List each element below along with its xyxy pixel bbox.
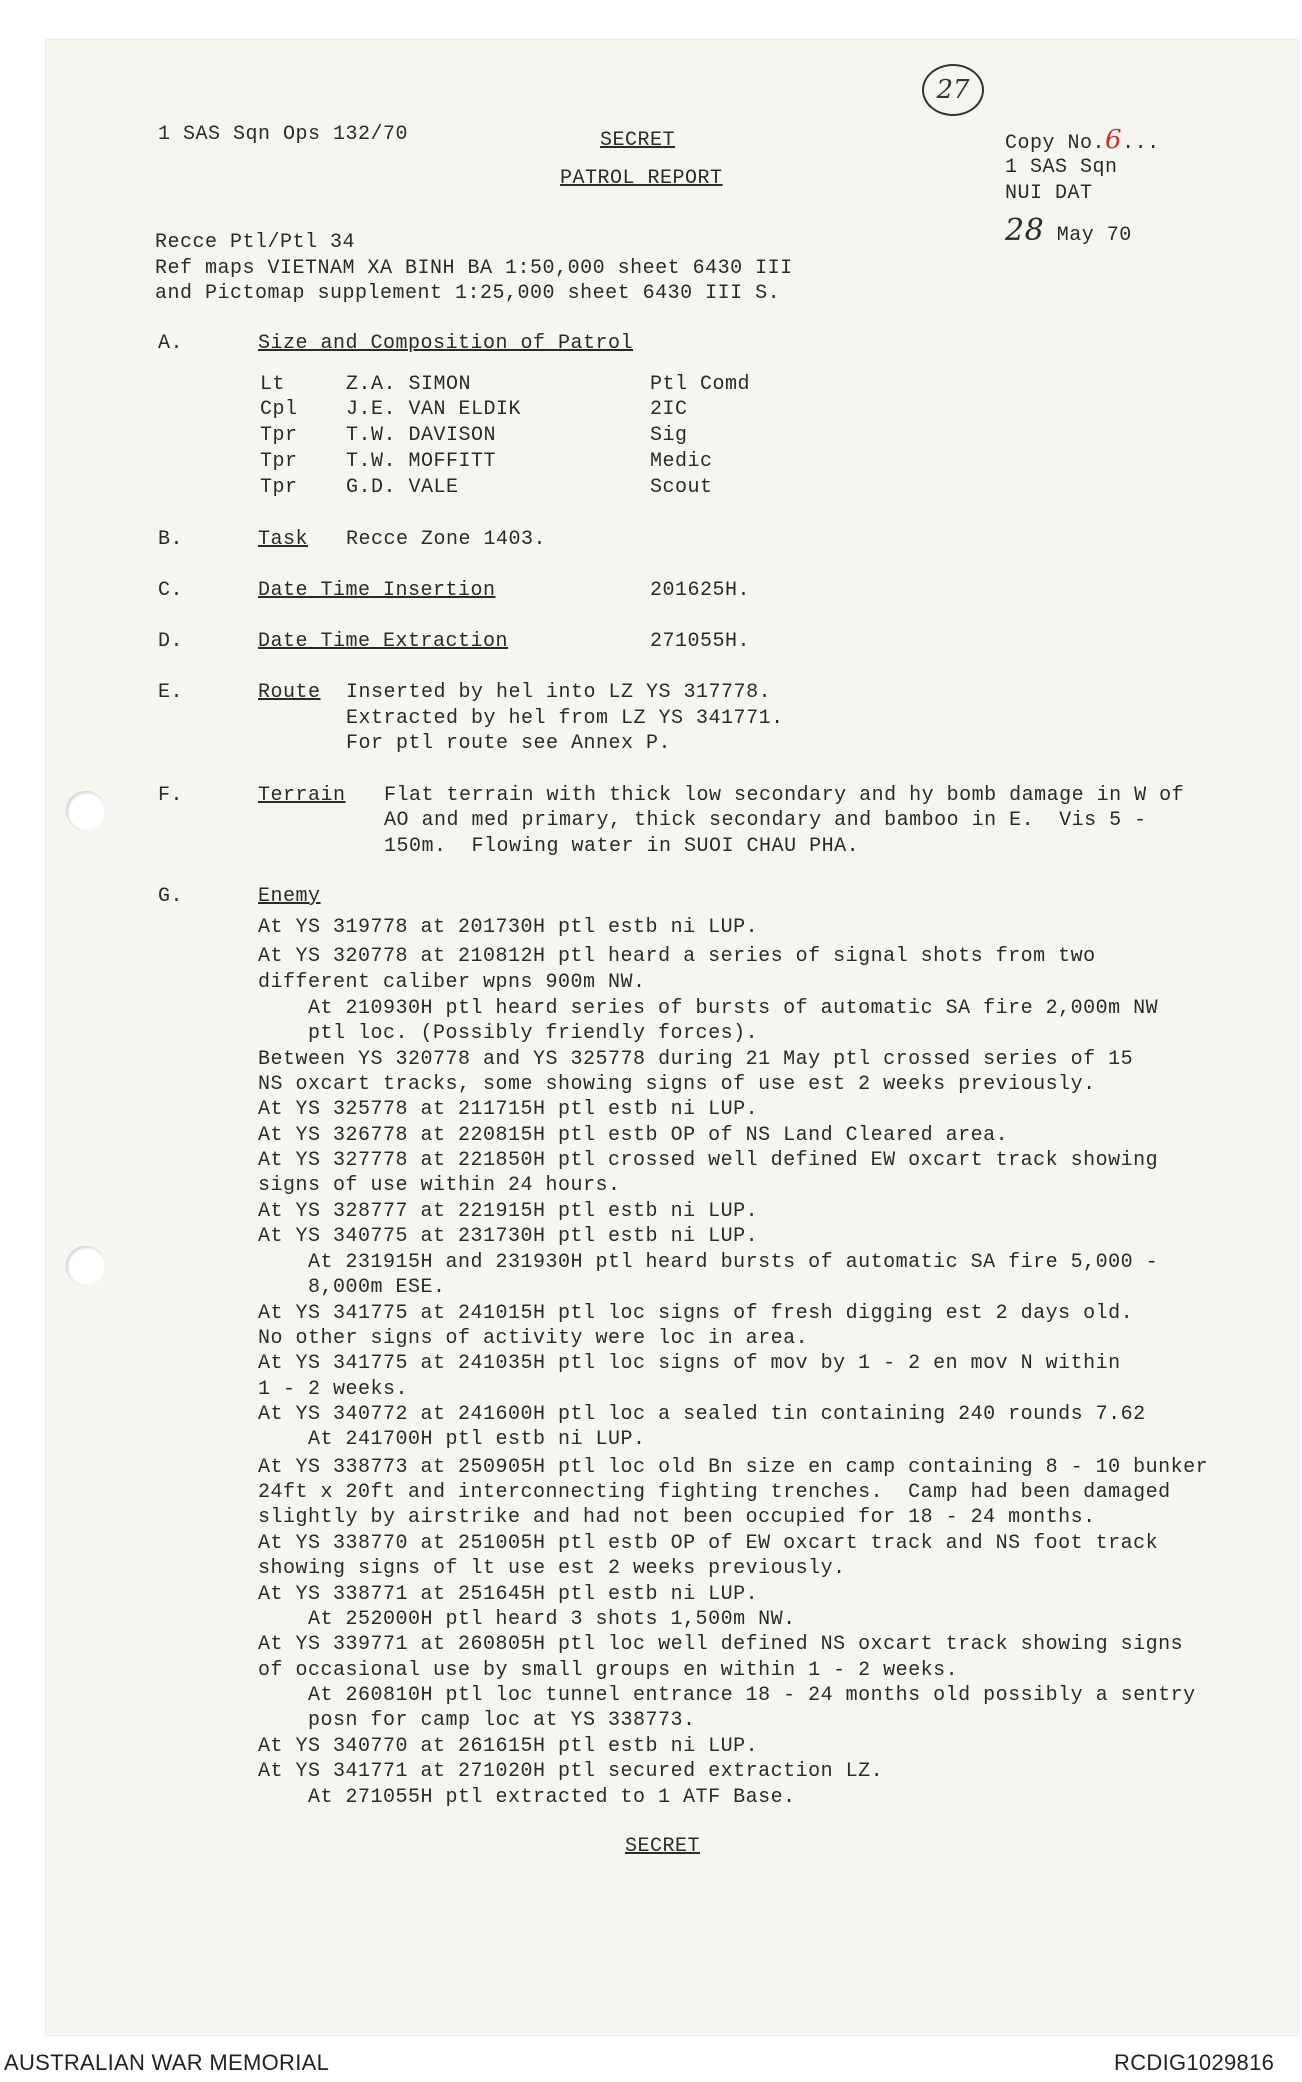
enemy-line: At 252000H ptl heard 3 shots 1,500m NW. — [308, 1608, 796, 1631]
member-name: G.D. VALE — [346, 476, 459, 499]
file-reference: 1 SAS Sqn Ops 132/70 — [158, 123, 409, 146]
enemy-line: At YS 341775 at 241035H ptl loc signs of mov by 1 - 2 en mov N within — [258, 1352, 1121, 1375]
section-f-letter: F. — [158, 784, 184, 807]
enemy-line: At YS 326778 at 220815H ptl estb OP of NS Land Cleared area. — [258, 1124, 1009, 1147]
terrain-line: Flat terrain with thick low secondary and hy bomb damage in W of — [384, 784, 1185, 807]
enemy-line: showing signs of lt use est 2 weeks previously. — [258, 1557, 846, 1580]
section-e-letter: E. — [158, 681, 184, 704]
enemy-line: At YS 340772 at 241600H ptl loc a sealed tin containing 240 rounds 7.62 — [258, 1403, 1146, 1426]
section-b-heading: Task — [258, 528, 309, 551]
enemy-line: slightly by airstrike and had not been occupied for 18 - 24 months. — [258, 1506, 1096, 1529]
terrain-line: 150m. Flowing water in SUOI CHAU PHA. — [384, 835, 860, 858]
enemy-line: At 231915H and 231930H ptl heard bursts of automatic SA fire 5,000 - — [308, 1251, 1159, 1274]
report-date — [1005, 213, 1132, 248]
enemy-line: At YS 338771 at 251645H ptl estb ni LUP. — [258, 1583, 759, 1606]
member-name: T.W. DAVISON — [346, 424, 497, 447]
member-rank: Tpr — [260, 450, 298, 473]
unit-location: NUI DAT — [1005, 182, 1093, 205]
punch-hole-top — [66, 791, 106, 831]
enemy-line: No other signs of activity were loc in area. — [258, 1327, 809, 1350]
copy-number-line — [1005, 125, 1160, 156]
section-a-letter: A. — [158, 332, 184, 355]
enemy-line: At YS 340775 at 231730H ptl estb ni LUP. — [258, 1225, 759, 1248]
enemy-line: of occasional use by small groups en within 1 - 2 weeks. — [258, 1659, 959, 1682]
enemy-line: At YS 327778 at 221850H ptl crossed well defined EW oxcart track showing — [258, 1149, 1159, 1172]
enemy-line: At 210930H ptl heard series of bursts of automatic SA fire 2,000m NW — [308, 997, 1159, 1020]
section-c-letter: C. — [158, 579, 184, 602]
section-f-heading: Terrain — [258, 784, 346, 807]
enemy-line: At YS 341771 at 271020H ptl secured extraction LZ. — [258, 1760, 884, 1783]
enemy-line: At 260810H ptl loc tunnel entrance 18 - 24 months old possibly a sentry — [308, 1684, 1196, 1707]
section-d-letter: D. — [158, 630, 184, 653]
copy-label: Copy No. — [1005, 132, 1106, 155]
section-g-heading: Enemy — [258, 885, 321, 908]
section-b-letter: B. — [158, 528, 184, 551]
member-rank: Cpl — [260, 398, 298, 421]
member-role: Medic — [650, 450, 713, 473]
enemy-line: At YS 328777 at 221915H ptl estb ni LUP. — [258, 1200, 759, 1223]
section-g-letter: G. — [158, 885, 184, 908]
folio-number: 27 — [922, 64, 984, 116]
member-role: 2IC — [650, 398, 688, 421]
enemy-line: At YS 339771 at 260805H ptl loc well defined NS oxcart track showing signs — [258, 1633, 1184, 1656]
member-rank: Tpr — [260, 424, 298, 447]
enemy-line: Between YS 320778 and YS 325778 during 21 May ptl crossed series of 15 — [258, 1048, 1134, 1071]
punch-hole-bottom — [66, 1246, 106, 1286]
enemy-line: At 271055H ptl extracted to 1 ATF Base. — [308, 1786, 796, 1809]
route-line: Inserted by hel into LZ YS 317778. — [346, 681, 772, 704]
insertion-time: 201625H. — [650, 579, 751, 602]
patrol-id: Recce Ptl/Ptl 34 — [155, 231, 356, 254]
member-name: J.E. VAN ELDIK — [346, 398, 522, 421]
enemy-line: At YS 340770 at 261615H ptl estb ni LUP. — [258, 1735, 759, 1758]
enemy-line: At YS 320778 at 210812H ptl heard a series of signal shots from two — [258, 945, 1096, 968]
enemy-line: At YS 338770 at 251005H ptl estb OP of EW oxcart track and NS foot track — [258, 1532, 1159, 1555]
task-text: Recce Zone 1403. — [346, 528, 547, 551]
member-name: Z.A. SIMON — [346, 373, 472, 396]
document-title: PATROL REPORT — [560, 167, 723, 190]
enemy-line: 24ft x 20ft and interconnecting fighting trenches. Camp had been damaged — [258, 1481, 1171, 1504]
section-e-heading: Route — [258, 681, 321, 704]
date-day-handwritten: 28 — [1005, 213, 1045, 248]
section-a-heading: Size and Composition of Patrol — [258, 332, 634, 355]
member-rank: Tpr — [260, 476, 298, 499]
section-c-heading: Date Time Insertion — [258, 579, 496, 602]
copy-number: 6 — [1105, 125, 1123, 155]
member-role: Scout — [650, 476, 713, 499]
member-rank: Lt — [260, 373, 286, 396]
member-role: Ptl Comd — [650, 373, 751, 396]
enemy-line: At 241700H ptl estb ni LUP. — [308, 1428, 646, 1451]
enemy-line: posn for camp loc at YS 338773. — [308, 1709, 696, 1732]
ref-maps-line-1: Ref maps VIETNAM XA BINH BA 1:50,000 sheet 6430 III — [155, 257, 793, 280]
unit-name: 1 SAS Sqn — [1005, 156, 1118, 179]
copy-dots: ... — [1122, 132, 1160, 155]
section-d-heading: Date Time Extraction — [258, 630, 509, 653]
enemy-line: NS oxcart tracks, some showing signs of use est 2 weeks previously. — [258, 1073, 1096, 1096]
member-role: Sig — [650, 424, 688, 447]
date-month-year: May 70 — [1056, 224, 1132, 247]
enemy-line: different caliber wpns 900m NW. — [258, 971, 646, 994]
extraction-time: 271055H. — [650, 630, 751, 653]
route-line: For ptl route see Annex P. — [346, 732, 672, 755]
enemy-line: At YS 319778 at 201730H ptl estb ni LUP. — [258, 916, 759, 939]
enemy-line: 1 - 2 weeks. — [258, 1378, 409, 1401]
enemy-line: At YS 338773 at 250905H ptl loc old Bn size en camp containing 8 - 10 bunker — [258, 1456, 1209, 1479]
route-line: Extracted by hel from LZ YS 341771. — [346, 707, 784, 730]
archive-id: RCDIG1029816 — [1114, 2050, 1275, 2075]
archive-source: AUSTRALIAN WAR MEMORIAL — [4, 2050, 330, 2075]
enemy-line: At YS 341775 at 241015H ptl loc signs of fresh digging est 2 days old. — [258, 1302, 1134, 1325]
enemy-line: signs of use within 24 hours. — [258, 1174, 621, 1197]
terrain-line: AO and med primary, thick secondary and bamboo in E. Vis 5 - — [384, 809, 1147, 832]
enemy-line: 8,000m ESE. — [308, 1276, 446, 1299]
enemy-line: At YS 325778 at 211715H ptl estb ni LUP. — [258, 1098, 759, 1121]
ref-maps-line-2: and Pictomap supplement 1:25,000 sheet 6430 III S. — [155, 282, 781, 305]
member-name: T.W. MOFFITT — [346, 450, 497, 473]
classification-top: SECRET — [600, 129, 676, 152]
enemy-line: ptl loc. (Possibly friendly forces). — [308, 1022, 759, 1045]
classification-bottom: SECRET — [625, 1835, 701, 1858]
